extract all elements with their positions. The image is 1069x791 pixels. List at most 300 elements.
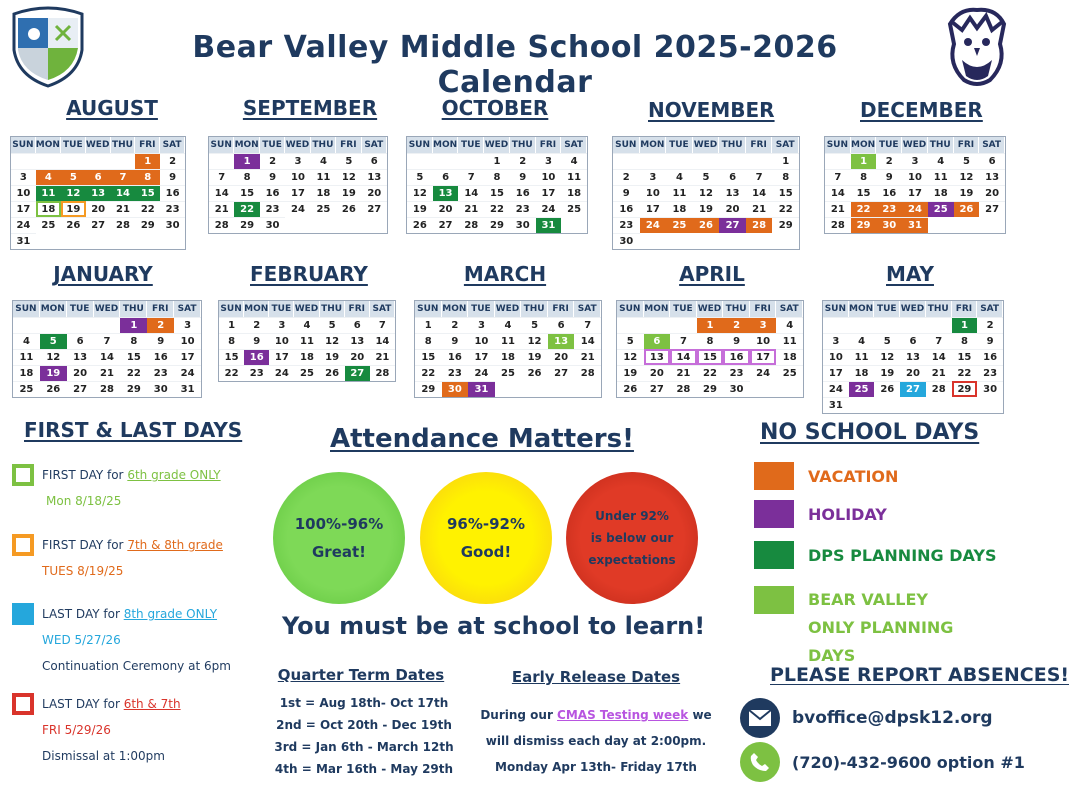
month-grid-october: [406, 136, 588, 234]
day-cell: 5: [320, 317, 345, 333]
month-title-april: APRIL: [679, 262, 745, 286]
day-cell: 23: [160, 201, 185, 217]
weekday-header: WED: [902, 137, 928, 153]
day-cell: 2: [510, 153, 536, 169]
weekday-header: MON: [234, 137, 259, 153]
day-cell: 29: [851, 217, 877, 233]
first-day-7th-8th-date: TUES 8/19/25: [42, 564, 124, 578]
weekday-header: THU: [723, 301, 750, 317]
day-cell: 26: [874, 381, 900, 397]
day-cell: 12: [954, 169, 980, 185]
day-cell: 17: [536, 185, 562, 201]
day-cell: 10: [902, 169, 928, 185]
weekday-header: MON: [644, 301, 671, 317]
day-cell: 31: [174, 381, 201, 397]
day-cell: 26: [320, 365, 345, 381]
day-cell: 7: [111, 169, 136, 185]
weekday-header: MON: [442, 301, 469, 317]
day-cell: 30: [977, 381, 1003, 397]
day-cell: 23: [510, 201, 536, 217]
day-cell: 4: [294, 317, 319, 333]
day-cell: 9: [876, 169, 902, 185]
day-cell: 16: [510, 185, 536, 201]
day-cell: 17: [269, 349, 294, 365]
weekday-header: SUN: [415, 301, 442, 317]
weekday-header: THU: [320, 301, 345, 317]
day-cell: 16: [442, 349, 469, 365]
day-cell: 3: [285, 153, 310, 169]
day-cell: 24: [640, 217, 667, 233]
day-cell: 12: [617, 349, 644, 365]
day-cell: 29: [135, 217, 160, 233]
day-cell: 4: [36, 169, 61, 185]
day-cell: 1: [952, 317, 978, 333]
day-cell: 3: [902, 153, 928, 169]
day-cell: 23: [260, 201, 285, 217]
month-title-february: FEBRUARY: [250, 262, 368, 286]
day-cell: 24: [468, 365, 495, 381]
day-cell: 13: [86, 185, 111, 201]
day-cell: 31: [11, 233, 36, 249]
day-cell: 15: [697, 349, 724, 365]
day-cell: 31: [823, 397, 849, 413]
weekday-header: FRI: [548, 301, 575, 317]
weekday-header: MON: [244, 301, 269, 317]
day-cell: 6: [345, 317, 370, 333]
weekday-header: FRI: [952, 301, 978, 317]
day-cell: 4: [561, 153, 587, 169]
day-cell: 9: [160, 169, 185, 185]
day-cell: 23: [442, 365, 469, 381]
day-cell: 25: [495, 365, 522, 381]
month-grid-may: [822, 300, 1004, 414]
day-cell: 15: [120, 349, 147, 365]
day-cell: 28: [574, 365, 601, 381]
day-cell: 20: [345, 349, 370, 365]
day-cell: 5: [40, 333, 67, 349]
day-cell: 26: [336, 201, 361, 217]
quarter-1: 1st = Aug 18th- Oct 17th: [279, 696, 449, 710]
day-cell: 22: [952, 365, 978, 381]
day-cell: 30: [160, 217, 185, 233]
day-cell: 5: [874, 333, 900, 349]
day-cell: 20: [979, 185, 1005, 201]
day-cell: 12: [407, 185, 433, 201]
day-cell: 22: [697, 365, 724, 381]
weekday-header: SAT: [776, 301, 803, 317]
weekday-header: THU: [510, 137, 536, 153]
day-cell: 21: [111, 201, 136, 217]
empty-cell: [926, 317, 952, 333]
day-cell: 21: [926, 365, 952, 381]
day-cell: 13: [548, 333, 575, 349]
weekday-header: THU: [120, 301, 147, 317]
empty-cell: [433, 153, 459, 169]
day-cell: 11: [849, 349, 875, 365]
day-cell: 1: [219, 317, 244, 333]
school-crest-logo: [8, 4, 88, 88]
weekday-header: TUE: [468, 301, 495, 317]
day-cell: 4: [13, 333, 40, 349]
day-cell: 21: [94, 365, 121, 381]
day-cell: 18: [36, 201, 61, 217]
day-cell: 31: [536, 217, 562, 233]
day-cell: 25: [13, 381, 40, 397]
day-cell: 11: [495, 333, 522, 349]
empty-cell: [111, 153, 136, 169]
day-cell: 4: [928, 153, 954, 169]
day-cell: 10: [285, 169, 310, 185]
day-cell: 25: [776, 365, 803, 381]
day-cell: 1: [851, 153, 877, 169]
day-cell: 15: [772, 185, 799, 201]
month-grid-february: [218, 300, 396, 382]
day-cell: 25: [928, 201, 954, 217]
day-cell: 16: [977, 349, 1003, 365]
day-cell: 2: [723, 317, 750, 333]
day-cell: 14: [94, 349, 121, 365]
day-cell: 15: [135, 185, 160, 201]
day-cell: 22: [772, 201, 799, 217]
weekday-header: MON: [849, 301, 875, 317]
email-address[interactable]: bvoffice@dpsk12.org: [792, 708, 993, 728]
day-cell: 19: [617, 365, 644, 381]
day-cell: 2: [244, 317, 269, 333]
day-cell: 14: [370, 333, 395, 349]
day-cell: 20: [362, 185, 387, 201]
day-cell: 8: [952, 333, 978, 349]
day-cell: 5: [693, 169, 720, 185]
day-cell: 27: [900, 381, 926, 397]
day-cell: 19: [61, 201, 86, 217]
day-cell: 21: [370, 349, 395, 365]
weekday-header: SUN: [219, 301, 244, 317]
day-cell: 15: [219, 349, 244, 365]
day-cell: 15: [851, 185, 877, 201]
empty-cell: [11, 153, 36, 169]
day-cell: 9: [244, 333, 269, 349]
day-cell: 25: [561, 201, 587, 217]
weekday-header: SAT: [574, 301, 601, 317]
day-cell: 31: [902, 217, 928, 233]
day-cell: 7: [94, 333, 121, 349]
day-cell: 28: [458, 217, 484, 233]
day-cell: 7: [458, 169, 484, 185]
day-cell: 18: [666, 201, 693, 217]
day-cell: 13: [979, 169, 1005, 185]
day-cell: 5: [521, 317, 548, 333]
day-cell: 9: [510, 169, 536, 185]
day-cell: 13: [345, 333, 370, 349]
weekday-header: MON: [433, 137, 459, 153]
month-grid-september: [208, 136, 388, 234]
bear-mascot-logo: [940, 4, 1014, 88]
cmas-testing-link[interactable]: CMAS Testing week: [557, 708, 689, 722]
day-cell: 19: [874, 365, 900, 381]
empty-cell: [874, 317, 900, 333]
empty-cell: [36, 153, 61, 169]
day-cell: 9: [147, 333, 174, 349]
red-box-icon: [12, 693, 34, 715]
empty-cell: [666, 153, 693, 169]
weekday-header: SAT: [370, 301, 395, 317]
empty-cell: [640, 153, 667, 169]
day-cell: 21: [746, 201, 773, 217]
day-cell: 18: [561, 185, 587, 201]
vacation-swatch: [754, 462, 794, 490]
day-cell: 10: [536, 169, 562, 185]
day-cell: 16: [260, 185, 285, 201]
day-cell: 16: [147, 349, 174, 365]
last-day-6th-7th-date: FRI 5/29/26: [42, 723, 111, 737]
weekday-header: FRI: [345, 301, 370, 317]
day-cell: 27: [67, 381, 94, 397]
day-cell: 20: [548, 349, 575, 365]
day-cell: 23: [244, 365, 269, 381]
day-cell: 16: [723, 349, 750, 365]
day-cell: 29: [952, 381, 978, 397]
day-cell: 18: [495, 349, 522, 365]
day-cell: 3: [11, 169, 36, 185]
weekday-header: SUN: [13, 301, 40, 317]
day-cell: 6: [719, 169, 746, 185]
day-cell: 10: [269, 333, 294, 349]
day-cell: 14: [458, 185, 484, 201]
day-cell: 16: [876, 185, 902, 201]
day-cell: 11: [13, 349, 40, 365]
day-cell: 1: [697, 317, 724, 333]
weekday-header: TUE: [458, 137, 484, 153]
weekday-header: TUE: [269, 301, 294, 317]
day-cell: 6: [644, 333, 671, 349]
weekday-header: TUE: [876, 137, 902, 153]
early-release-title: Early Release Dates: [511, 668, 681, 686]
day-cell: 25: [666, 217, 693, 233]
phone-number[interactable]: (720)-432-9600 option #1: [792, 752, 1025, 772]
weekday-header: WED: [693, 137, 720, 153]
day-cell: 27: [345, 365, 370, 381]
weekday-header: THU: [521, 301, 548, 317]
day-cell: 7: [926, 333, 952, 349]
orange-box-icon: [12, 534, 34, 556]
month-title-may: MAY: [886, 262, 934, 286]
day-cell: 7: [574, 317, 601, 333]
month-grid-december: [824, 136, 1006, 234]
legend-holiday: HOLIDAY: [754, 500, 887, 528]
day-cell: 22: [219, 365, 244, 381]
email-contact[interactable]: [740, 698, 993, 738]
day-cell: 31: [468, 381, 495, 397]
day-cell: 17: [823, 365, 849, 381]
day-cell: 15: [415, 349, 442, 365]
day-cell: 1: [234, 153, 259, 169]
day-cell: 25: [311, 201, 336, 217]
empty-cell: [823, 317, 849, 333]
day-cell: 19: [336, 185, 361, 201]
weekday-header: TUE: [61, 137, 86, 153]
weekday-header: MON: [851, 137, 877, 153]
day-cell: 19: [40, 365, 67, 381]
day-cell: 29: [772, 217, 799, 233]
day-cell: 20: [900, 365, 926, 381]
day-cell: 26: [521, 365, 548, 381]
day-cell: 14: [574, 333, 601, 349]
day-cell: 28: [370, 365, 395, 381]
day-cell: 18: [311, 185, 336, 201]
phone-contact[interactable]: [740, 742, 1025, 782]
attendance-slogan: You must be at school to learn!: [282, 612, 706, 640]
empty-cell: [209, 153, 234, 169]
last-day-8th-date: WED 5/27/26: [42, 633, 121, 647]
day-cell: 12: [874, 349, 900, 365]
day-cell: 26: [61, 217, 86, 233]
day-cell: 18: [776, 349, 803, 365]
day-cell: 27: [644, 381, 671, 397]
day-cell: 2: [442, 317, 469, 333]
empty-cell: [746, 153, 773, 169]
day-cell: 30: [723, 381, 750, 397]
day-cell: 16: [244, 349, 269, 365]
day-cell: 10: [468, 333, 495, 349]
weekday-header: TUE: [666, 137, 693, 153]
weekday-header: WED: [294, 301, 319, 317]
continuation-ceremony-note: Continuation Ceremony at 6pm: [42, 659, 231, 673]
month-title-september: SEPTEMBER: [242, 96, 378, 120]
day-cell: 11: [561, 169, 587, 185]
day-cell: 8: [135, 169, 160, 185]
month-title-october: OCTOBER: [441, 96, 549, 120]
day-cell: 24: [285, 201, 310, 217]
day-cell: 3: [536, 153, 562, 169]
weekday-header: WED: [900, 301, 926, 317]
day-cell: 4: [849, 333, 875, 349]
day-cell: 26: [40, 381, 67, 397]
day-cell: 18: [928, 185, 954, 201]
day-cell: 13: [67, 349, 94, 365]
day-cell: 7: [370, 317, 395, 333]
weekday-header: SAT: [772, 137, 799, 153]
day-cell: 13: [362, 169, 387, 185]
day-cell: 19: [954, 185, 980, 201]
day-cell: 13: [644, 349, 671, 365]
day-cell: 7: [825, 169, 851, 185]
empty-cell: [67, 317, 94, 333]
day-cell: 9: [977, 333, 1003, 349]
day-cell: 15: [952, 349, 978, 365]
day-cell: 24: [536, 201, 562, 217]
day-cell: 4: [666, 169, 693, 185]
day-cell: 29: [484, 217, 510, 233]
day-cell: 26: [617, 381, 644, 397]
day-cell: 9: [723, 333, 750, 349]
day-cell: 7: [209, 169, 234, 185]
day-cell: 21: [670, 365, 697, 381]
empty-cell: [617, 317, 644, 333]
day-cell: 8: [234, 169, 259, 185]
month-title-november: NOVEMBER: [648, 98, 775, 122]
day-cell: 17: [750, 349, 777, 365]
weekday-header: FRI: [750, 301, 777, 317]
weekday-header: SAT: [979, 137, 1005, 153]
day-cell: 5: [61, 169, 86, 185]
first-day-6th-date: Mon 8/18/25: [46, 494, 122, 508]
day-cell: 12: [320, 333, 345, 349]
weekday-header: THU: [928, 137, 954, 153]
day-cell: 5: [336, 153, 361, 169]
day-cell: 27: [362, 201, 387, 217]
day-cell: 2: [160, 153, 185, 169]
day-cell: 6: [900, 333, 926, 349]
weekday-header: SUN: [613, 137, 640, 153]
day-cell: 4: [495, 317, 522, 333]
weekday-header: THU: [926, 301, 952, 317]
day-cell: 10: [11, 185, 36, 201]
dps-planning-swatch: [754, 541, 794, 569]
day-cell: 19: [693, 201, 720, 217]
day-cell: 8: [851, 169, 877, 185]
page-title: Bear Valley Middle School 2025-2026 Calendar: [192, 30, 838, 100]
day-cell: 8: [697, 333, 724, 349]
email-icon: [740, 698, 780, 738]
quarter-2: 2nd = Oct 20th - Dec 19th: [276, 718, 452, 732]
weekday-header: SUN: [11, 137, 36, 153]
day-cell: 8: [484, 169, 510, 185]
day-cell: 28: [746, 217, 773, 233]
month-title-december: DECEMBER: [860, 98, 983, 122]
day-cell: 7: [746, 169, 773, 185]
day-cell: 28: [926, 381, 952, 397]
day-cell: 6: [979, 153, 1005, 169]
day-cell: 13: [433, 185, 459, 201]
day-cell: 3: [468, 317, 495, 333]
day-cell: 29: [415, 381, 442, 397]
last-day-8th-key: LAST DAY for 8th grade ONLY WED 5/27/26 Continuation Ceremony at 6pm: [12, 601, 231, 679]
day-cell: 23: [876, 201, 902, 217]
day-cell: 28: [111, 217, 136, 233]
day-cell: 26: [954, 201, 980, 217]
empty-cell: [825, 153, 851, 169]
day-cell: 10: [823, 349, 849, 365]
day-cell: 27: [548, 365, 575, 381]
day-cell: 17: [640, 201, 667, 217]
day-cell: 21: [209, 201, 234, 217]
empty-cell: [849, 317, 875, 333]
day-cell: 17: [285, 185, 310, 201]
day-cell: 2: [977, 317, 1003, 333]
day-cell: 18: [849, 365, 875, 381]
phone-icon: [740, 742, 780, 782]
day-cell: 28: [94, 381, 121, 397]
weekday-header: SAT: [977, 301, 1003, 317]
day-cell: 3: [269, 317, 294, 333]
day-cell: 17: [902, 185, 928, 201]
day-cell: 11: [311, 169, 336, 185]
weekday-header: TUE: [874, 301, 900, 317]
day-cell: 23: [147, 365, 174, 381]
first-day-6th-key: FIRST DAY for 6th grade ONLY Mon 8/18/25: [12, 462, 221, 514]
weekday-header: SUN: [617, 301, 644, 317]
day-cell: 28: [825, 217, 851, 233]
day-cell: 12: [693, 185, 720, 201]
day-cell: 6: [362, 153, 387, 169]
day-cell: 5: [954, 153, 980, 169]
day-cell: 17: [468, 349, 495, 365]
weekday-header: FRI: [746, 137, 773, 153]
day-cell: 24: [269, 365, 294, 381]
weekday-header: MON: [40, 301, 67, 317]
day-cell: 30: [876, 217, 902, 233]
day-cell: 2: [613, 169, 640, 185]
